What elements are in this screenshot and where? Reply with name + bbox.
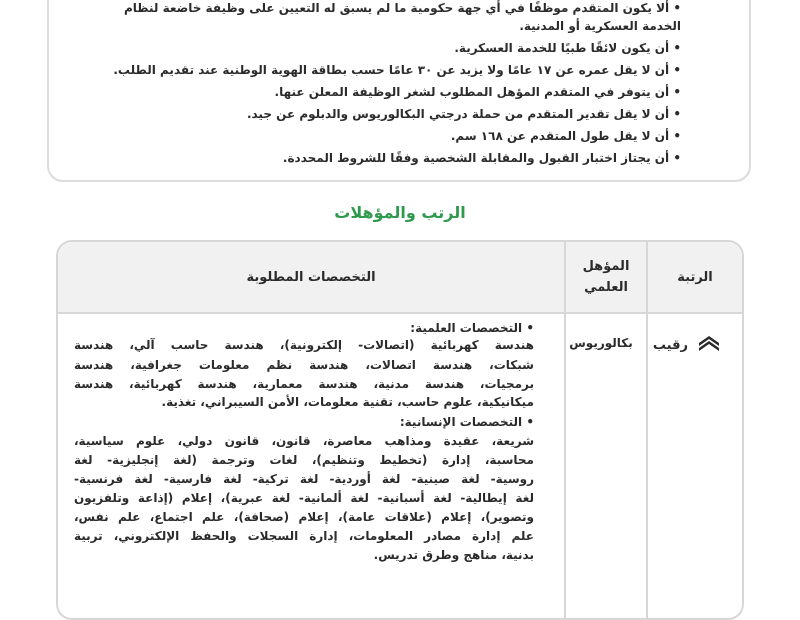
condition-line: الخدمة العسكرية أو المدنية. [519,19,681,33]
header-specializations: التخصصات المطلوبة [246,269,376,285]
spec-line: لغة إيطالية- لغة أسبانية- لغة ألمانية- لغة عبرية)، إعلام (إذاعة وتلفزيون [74,491,534,505]
spec-line: شريعة، عقيدة ومذاهب معاصرة، قانون، قانون دولي، علوم سياسية، [74,434,534,448]
spec-line: هندسة كهربائية (اتصالات- إلكترونية)، هندسة حاسب آلي، هندسة [74,338,534,352]
qualification-cell: بكالوريوس [569,336,633,350]
rank-cell [653,334,720,356]
conditions-card [47,0,751,182]
condition-line: • أن يجتاز اختبار القبول والمقابلة الشخصية وفقًا للشروط المحددة. [282,151,681,165]
spec-line: وتصوير)، إعلام (علاقات عامة)، إعلام (صحافة)، علم اجتماع، علم نفس، [74,510,534,524]
condition-line: • ألا يكون المتقدم موظفًا في أي جهة حكومية ما لم يسبق له التعيين على وظيفة خاضعة لنظام [124,1,681,15]
spec-line: روسية- لغة صينية- لغة أوردية- لغة تركية- لغة فارسية- لغة فرنسية- [74,472,534,486]
spec-line: شبكات، هندسة اتصالات، هندسة نظم معلومات جغرافية، هندسة [74,358,534,372]
condition-line: • أن لا يقل عمره عن ١٧ عامًا ولا يزيد عن ٣٠ عامًا حسب بطاقة الهوية الوطنية عند تقديم الطلب. [113,63,681,77]
spec-line: علم إدارة مصادر المعلومات، إدارة السجلات والحفظ الإلكتروني، تربية [74,529,534,543]
ranks-table [56,240,744,620]
spec-line: محاسبة، إدارة (تخطيط وتنظيم)، لغات وترجمة (لغة إنجليزية- لغة [74,453,534,467]
condition-line: • أن يكون لائقًا طبيًا للخدمة العسكرية. [454,41,681,55]
header-rank: الرتبة [677,269,713,285]
spec-line: بدنية، مناهج وطرق تدريس. [373,548,534,562]
condition-line: • أن لا يقل تقدير المتقدم من حملة درجتي البكالوريوس والدبلوم عن جيد. [246,107,681,121]
header-qualification: المؤهل العلمي [582,259,630,295]
spec-heading-scientific: • التخصصات العلمية: [410,321,534,335]
section-title: الرتب والمؤهلات [334,203,466,222]
spec-line: ميكانيكية، علوم حاسب، تقنية معلومات، الأمن السيبراني، تغذية. [161,395,534,409]
chevron-rank-insignia-icon [698,334,720,356]
spec-heading-humanities: • التخصصات الإنسانية: [399,415,534,429]
condition-line: • أن يتوفر في المتقدم المؤهل المطلوب لشغر الوظيفة المعلن عنها. [274,85,681,99]
spec-line: برمجيات، هندسة مدنية، هندسة معمارية، هندسة كهربائية، هندسة [74,377,534,391]
condition-line: • أن لا يقل طول المتقدم عن ١٦٨ سم. [450,129,681,143]
rank-label: رقيب [652,337,688,353]
